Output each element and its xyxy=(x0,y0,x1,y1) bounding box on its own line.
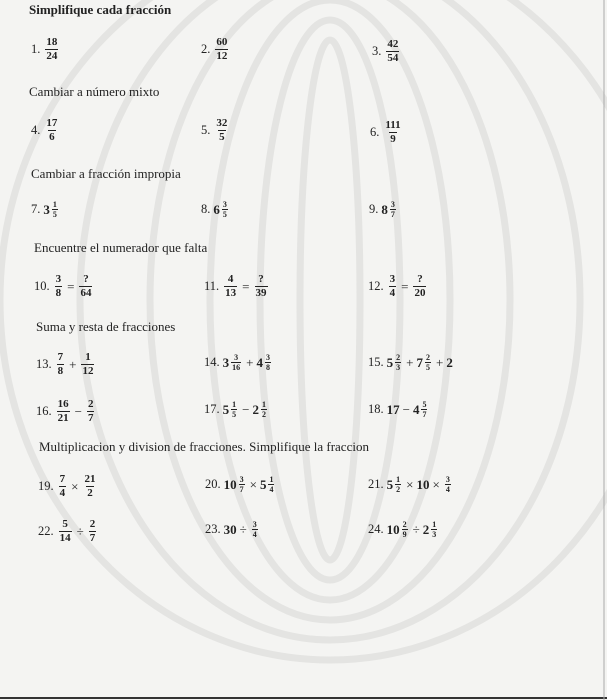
problem-7 xyxy=(31,200,60,219)
denominator: 12 xyxy=(82,365,94,377)
problem-10 xyxy=(34,273,94,300)
problem-18 xyxy=(368,400,429,419)
denominator: 9 xyxy=(402,530,407,539)
denominator: 13 xyxy=(225,287,237,299)
fraction xyxy=(215,36,228,63)
denominator: 7 xyxy=(422,410,427,419)
fraction xyxy=(224,273,237,300)
fraction xyxy=(89,518,97,545)
problem-number: 19. xyxy=(38,479,54,493)
problem-number: 24. xyxy=(368,522,384,536)
fraction xyxy=(83,473,96,500)
fraction xyxy=(268,475,274,494)
numerator: 3 xyxy=(234,353,239,362)
plus-sign: + xyxy=(435,354,444,370)
fraction xyxy=(59,473,67,500)
numerator: 3 xyxy=(445,475,450,484)
denominator: 5 xyxy=(232,410,237,419)
fraction xyxy=(390,200,396,219)
denominator: 20 xyxy=(414,287,426,299)
denominator: 5 xyxy=(222,210,227,219)
problem-number: 21. xyxy=(368,477,384,491)
divide-sign: ÷ xyxy=(239,521,247,537)
problem-number: 12. xyxy=(368,279,384,293)
numerator: 18 xyxy=(46,36,58,48)
denominator: 3 xyxy=(432,530,437,539)
plus-sign: + xyxy=(246,354,254,370)
problem-23 xyxy=(205,520,260,539)
denominator: 54 xyxy=(387,52,399,64)
problem-1 xyxy=(31,36,60,63)
numerator: 7 xyxy=(59,473,66,485)
whole-number: 3 xyxy=(43,201,50,217)
denominator: 12 xyxy=(216,50,228,62)
denominator: 64 xyxy=(80,287,92,299)
whole-number: 2 xyxy=(446,354,453,370)
problem-24 xyxy=(368,520,439,539)
numerator: 1 xyxy=(396,475,401,484)
denominator: 21 xyxy=(57,412,69,424)
denominator: 9 xyxy=(390,133,396,145)
problem-number: 2. xyxy=(201,42,211,56)
numerator: ? xyxy=(83,273,89,285)
denominator: 8 xyxy=(265,363,270,372)
denominator: 8 xyxy=(57,365,64,377)
numerator: 5 xyxy=(422,400,427,409)
fraction xyxy=(79,273,92,300)
denominator: 5 xyxy=(52,210,57,219)
numerator: 2 xyxy=(396,353,401,362)
problem-21 xyxy=(368,475,453,494)
numerator: 3 xyxy=(265,353,270,362)
problem-number: 9. xyxy=(369,202,379,216)
numerator: 2 xyxy=(87,398,94,410)
whole-number: 6 xyxy=(213,201,220,217)
numerator: 3 xyxy=(55,273,62,285)
problem-number: 7. xyxy=(31,202,41,216)
numerator: 3 xyxy=(222,200,227,209)
section-heading-improper: Cambiar a fracción impropia xyxy=(31,166,181,181)
numerator: 32 xyxy=(216,117,228,129)
numerator: 3 xyxy=(252,520,257,529)
fraction xyxy=(265,353,271,372)
problem-number: 3. xyxy=(372,44,382,58)
problem-number: 4. xyxy=(31,123,41,137)
fraction xyxy=(389,273,397,300)
problem-8 xyxy=(201,200,230,219)
denominator: 3 xyxy=(396,363,401,372)
denominator: 7 xyxy=(390,210,395,219)
whole-number: 5 xyxy=(222,401,230,417)
denominator: 5 xyxy=(425,363,430,372)
denominator: 6 xyxy=(49,131,55,143)
fraction xyxy=(57,398,70,425)
numerator: 1 xyxy=(85,351,91,363)
whole-number: 17 xyxy=(386,401,400,417)
problem-16 xyxy=(36,398,96,425)
numerator: 1 xyxy=(261,400,266,409)
problem-17 xyxy=(204,400,269,419)
section-heading-addsub: Suma y resta de fracciones xyxy=(36,319,176,334)
whole-number: 5 xyxy=(386,354,394,370)
fraction xyxy=(255,273,268,300)
fraction xyxy=(45,36,58,63)
section-heading-numerator: Encuentre el numerador que falta xyxy=(34,240,208,255)
equals-sign: = xyxy=(242,278,250,294)
fraction xyxy=(87,398,95,425)
numerator: 1 xyxy=(232,400,237,409)
problem-5 xyxy=(201,117,230,144)
fraction xyxy=(261,400,267,419)
fraction xyxy=(239,475,245,494)
times-sign: × xyxy=(71,478,79,494)
numerator: 16 xyxy=(57,398,69,410)
fraction xyxy=(386,38,399,65)
denominator: 4 xyxy=(59,487,66,499)
problem-number: 6. xyxy=(370,125,380,139)
problem-4 xyxy=(31,117,60,144)
numerator: 60 xyxy=(216,36,228,48)
problem-number: 8. xyxy=(201,202,211,216)
fraction xyxy=(384,119,401,146)
whole-number: 4 xyxy=(256,354,263,370)
problem-14 xyxy=(204,353,273,372)
numerator: 3 xyxy=(389,273,396,285)
problem-11 xyxy=(204,273,270,300)
numerator: 17 xyxy=(46,117,58,129)
whole-number: 2 xyxy=(422,521,430,537)
plus-sign: + xyxy=(69,356,77,372)
fraction xyxy=(425,353,431,372)
fraction xyxy=(55,273,63,300)
problem-number: 22. xyxy=(38,524,54,538)
problem-number: 10. xyxy=(34,279,50,293)
denominator: 39 xyxy=(255,287,267,299)
problem-number: 15. xyxy=(368,355,384,369)
numerator: 2 xyxy=(425,353,430,362)
fraction xyxy=(252,520,258,539)
problem-15 xyxy=(368,353,453,372)
problem-number: 17. xyxy=(204,402,220,416)
whole-number: 5 xyxy=(259,476,267,492)
fraction xyxy=(222,200,228,219)
fraction xyxy=(45,117,58,144)
minus-sign: − xyxy=(402,401,410,417)
problem-6 xyxy=(370,119,404,146)
problem-number: 16. xyxy=(36,404,52,418)
times-sign: × xyxy=(432,476,440,492)
denominator: 2 xyxy=(261,410,266,419)
numerator: ? xyxy=(417,273,423,285)
whole-number: 8 xyxy=(381,201,388,217)
denominator: 5 xyxy=(219,131,225,143)
fraction xyxy=(59,518,72,545)
whole-number: 10 xyxy=(386,521,400,537)
whole-number: 3 xyxy=(222,354,230,370)
problem-12 xyxy=(368,273,428,300)
fraction xyxy=(395,353,401,372)
problem-number: 11. xyxy=(204,279,220,293)
numerator: 111 xyxy=(385,119,401,131)
fraction xyxy=(413,273,426,300)
equals-sign: = xyxy=(401,278,409,294)
plus-sign: + xyxy=(406,354,414,370)
problem-number: 20. xyxy=(205,477,221,491)
denominator: 4 xyxy=(252,530,257,539)
denominator: 4 xyxy=(269,485,274,494)
problem-number: 1. xyxy=(31,42,41,56)
fraction xyxy=(421,400,427,419)
numerator: 42 xyxy=(387,38,399,50)
divide-sign: ÷ xyxy=(76,523,84,539)
numerator: 5 xyxy=(62,518,68,530)
denominator: 24 xyxy=(46,50,58,62)
problem-number: 14. xyxy=(204,355,220,369)
fraction xyxy=(57,351,65,378)
problem-number: 23. xyxy=(205,522,221,536)
fraction xyxy=(215,117,228,144)
equals-sign: = xyxy=(67,278,75,294)
numerator: 1 xyxy=(432,520,437,529)
denominator: 16 xyxy=(232,363,241,372)
whole-number: 7 xyxy=(416,354,423,370)
times-sign: × xyxy=(406,476,414,492)
denominator: 7 xyxy=(239,485,244,494)
section-heading-mixed: Cambiar a número mixto xyxy=(29,84,160,99)
whole-number: 30 xyxy=(223,521,237,537)
denominator: 8 xyxy=(55,287,62,299)
page-title: Simplifique cada fracción xyxy=(29,2,172,17)
numerator: 1 xyxy=(52,200,57,209)
problem-22 xyxy=(38,518,98,545)
problem-number: 5. xyxy=(201,123,211,137)
denominator: 4 xyxy=(389,287,396,299)
numerator: 21 xyxy=(84,473,96,485)
denominator: 2 xyxy=(396,485,401,494)
section-heading-muldiv: Multiplicacion y division de fracciones. Simplifique la fraccion xyxy=(39,439,369,454)
denominator: 7 xyxy=(87,412,94,424)
numerator: 3 xyxy=(239,475,244,484)
numerator: ? xyxy=(258,273,264,285)
fraction xyxy=(81,351,94,378)
whole-number: 10 xyxy=(416,476,430,492)
fraction xyxy=(231,353,241,372)
problem-number: 18. xyxy=(368,402,384,416)
problem-number: 13. xyxy=(36,357,52,371)
fraction xyxy=(431,520,437,539)
denominator: 2 xyxy=(87,487,93,499)
divide-sign: ÷ xyxy=(412,521,420,537)
whole-number: 2 xyxy=(252,401,259,417)
minus-sign: − xyxy=(74,403,82,419)
problem-19 xyxy=(38,473,98,500)
denominator: 4 xyxy=(445,485,450,494)
times-sign: × xyxy=(249,476,257,492)
problem-9 xyxy=(369,200,398,219)
numerator: 2 xyxy=(89,518,96,530)
numerator: 2 xyxy=(402,520,407,529)
fraction xyxy=(402,520,408,539)
problem-20 xyxy=(205,475,276,494)
fraction xyxy=(231,400,237,419)
numerator: 4 xyxy=(227,273,234,285)
denominator: 7 xyxy=(89,532,96,544)
problem-2 xyxy=(201,36,230,63)
problem-3 xyxy=(372,38,401,65)
minus-sign: − xyxy=(242,401,250,417)
numerator: 1 xyxy=(269,475,274,484)
fraction xyxy=(52,200,58,219)
whole-number: 4 xyxy=(412,401,420,417)
problem-13 xyxy=(36,351,96,378)
whole-number: 5 xyxy=(386,476,394,492)
fraction xyxy=(395,475,401,494)
denominator: 14 xyxy=(59,532,71,544)
whole-number: 10 xyxy=(223,476,237,492)
fraction xyxy=(445,475,451,494)
numerator: 3 xyxy=(390,200,395,209)
numerator: 7 xyxy=(57,351,64,363)
